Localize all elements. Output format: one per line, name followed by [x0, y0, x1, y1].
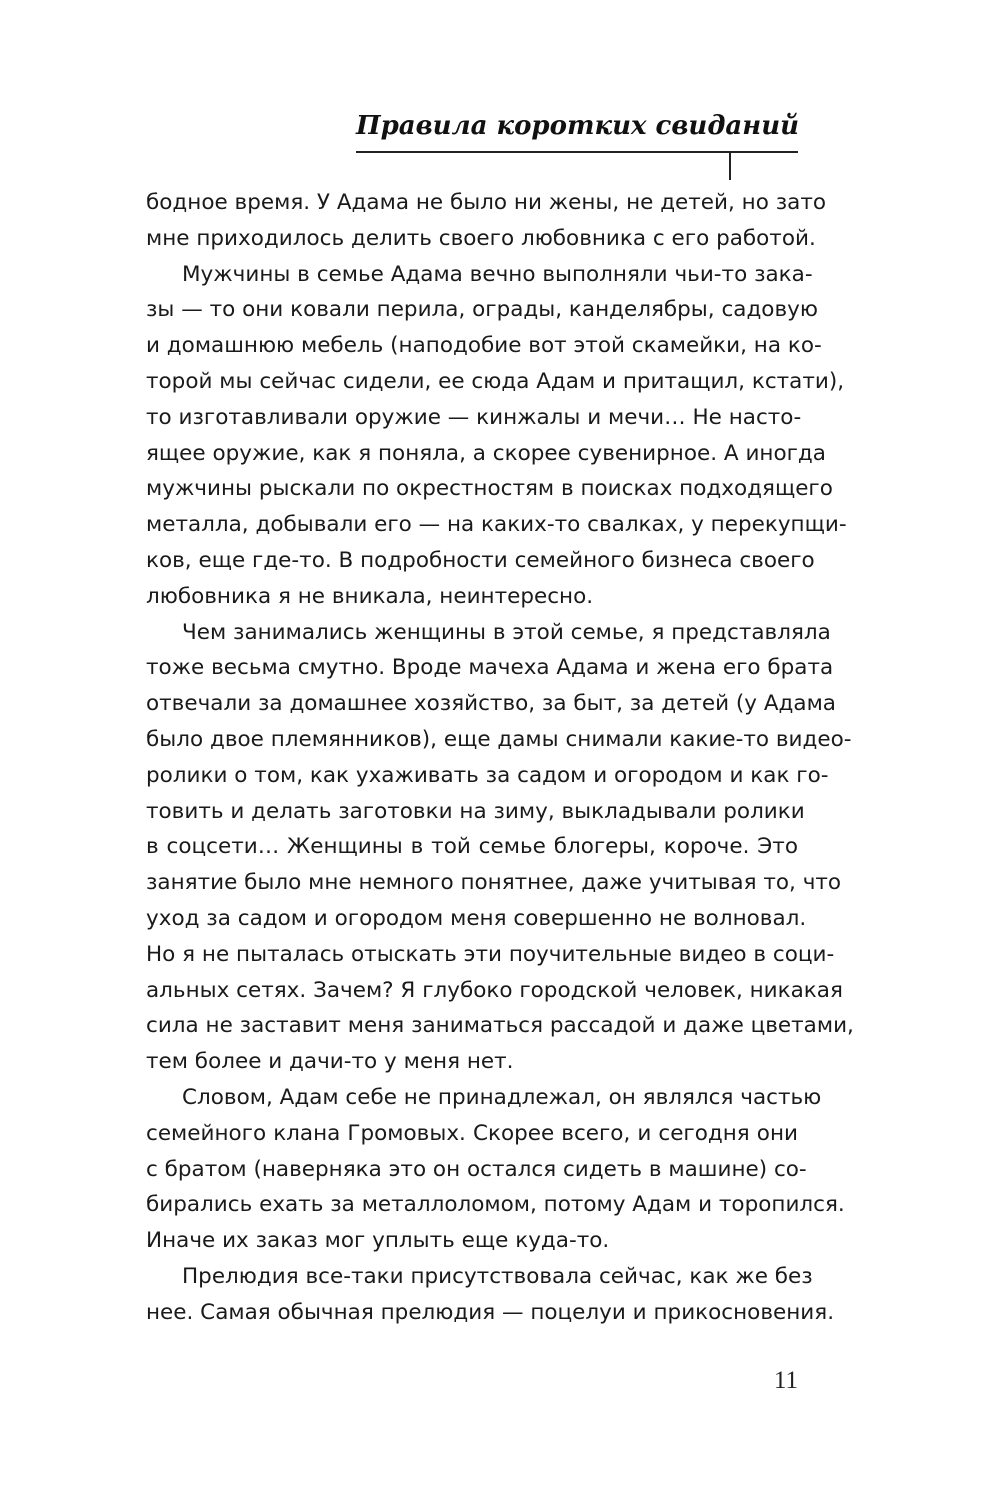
text-line: торой мы сейчас сидели, ее сюда Адам и притащил, кстати),	[146, 368, 845, 394]
text-line: и домашнюю мебель (наподобие вот этой скамейки, на ко-	[146, 333, 822, 359]
text-line: в соцсети… Женщины в той семье блогеры, короче. Это	[146, 834, 798, 860]
text-line: нее. Самая обычная прелюдия — поцелуи и прикосновения.	[146, 1299, 835, 1325]
text-line: Но я не пыталась отыскать эти поучительные видео в соци-	[146, 941, 835, 967]
text-line: уход за садом и огородом меня совершенно не волновал.	[146, 905, 807, 931]
text-line: ков, еще где-то. В подробности семейного бизнеса своего	[146, 547, 815, 573]
text-line: с братом (наверняка это он остался сидеть в машине) со-	[146, 1156, 807, 1182]
text-line: альных сетях. Зачем? Я глубоко городской человек, никакая	[146, 977, 843, 1003]
body-text	[146, 185, 854, 1331]
header-rule-tick	[729, 152, 731, 180]
text-line: ящее оружие, как я поняла, а скорее сувенирное. А иногда	[146, 440, 826, 466]
text-line: Мужчины в семье Адама вечно выполняли чьи-то зака-	[182, 261, 813, 287]
text-line: бирались ехать за металлоломом, потому Адам и торопился.	[146, 1192, 845, 1218]
text-line: то изготавливали оружие — кинжалы и мечи… Не насто-	[146, 404, 802, 430]
text-line: мне приходилось делить своего любовника с его работой.	[146, 225, 816, 251]
text-line: тем более и дачи-то у меня нет.	[146, 1049, 514, 1075]
header-rule	[356, 151, 798, 153]
text-line: было двое племянников), еще дамы снимали какие-то видео-	[146, 726, 852, 752]
text-line: Словом, Адам себе не принадлежал, он являлся частью	[182, 1084, 822, 1110]
text-line: отвечали за домашнее хозяйство, за быт, за детей (у Адама	[146, 691, 836, 717]
text-line: любовника я не вникала, неинтересно.	[146, 583, 594, 609]
text-line: товить и делать заготовки на зиму, выкладывали ролики	[146, 798, 805, 824]
text-line: сила не заставит меня заниматься рассадой и даже цветами,	[146, 1013, 854, 1039]
running-head-title: Правила коротких свиданий	[356, 111, 800, 141]
text-line: Иначе их заказ мог уплыть еще куда-то.	[146, 1228, 610, 1254]
text-line: Прелюдия все-таки присутствовала сейчас, как же без	[182, 1263, 813, 1289]
text-line: мужчины рыскали по окрестностям в поисках подходящего	[146, 476, 833, 502]
text-line: семейного клана Громовых. Скорее всего, и сегодня они	[146, 1120, 798, 1146]
page-number: 11	[773, 1367, 798, 1394]
text-line: ролики о том, как ухаживать за садом и огородом и как го-	[146, 762, 829, 788]
text-line: металла, добывали его — на каких-то свалках, у перекупщи-	[146, 512, 847, 538]
text-line: тоже весьма смутно. Вроде мачеха Адама и жена его брата	[146, 655, 834, 681]
text-line: занятие было мне немного понятнее, даже учитывая то, что	[146, 870, 842, 896]
text-line: бодное время. У Адама не было ни жены, не детей, но зато	[146, 190, 827, 215]
text-line: Чем занимались женщины в этой семье, я представляла	[182, 619, 831, 645]
text-line: зы — то они ковали перила, ограды, канделябры, садовую	[146, 297, 818, 323]
